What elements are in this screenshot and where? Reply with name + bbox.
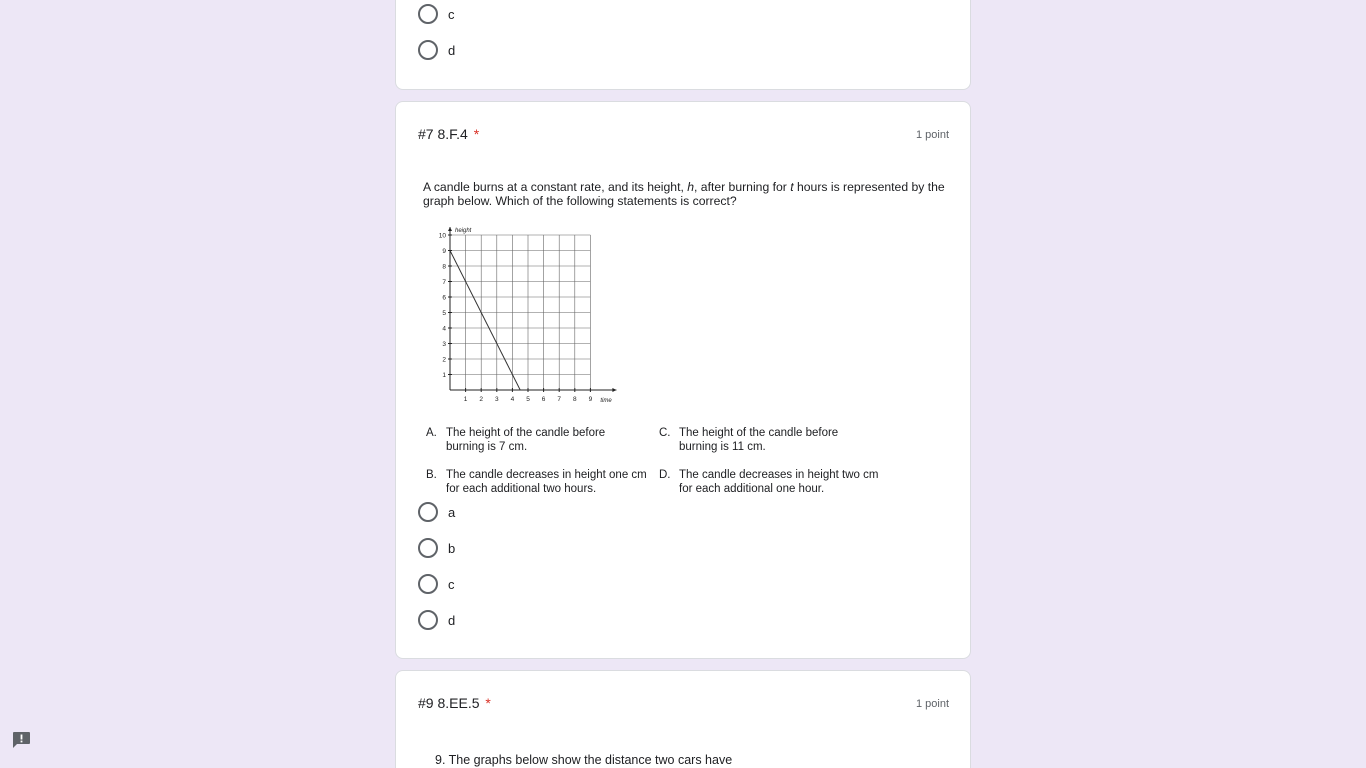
question-title-text: #9 8.EE.5: [418, 695, 480, 711]
x-tick-label: 9: [588, 396, 593, 403]
radio-circle[interactable]: [418, 610, 438, 630]
option-label: b: [448, 540, 456, 556]
y-tick-label: 9: [442, 248, 446, 255]
answer-text: The height of the candle before burning is 11 cm.: [679, 427, 839, 453]
answer-choice-b: [426, 468, 648, 496]
answer-choice-a: [426, 426, 646, 454]
y-tick-label: 2: [442, 356, 446, 364]
prompt-part: , after burning for: [694, 180, 791, 194]
x-axis-label: time: [600, 398, 612, 404]
x-axis-arrow: [612, 388, 616, 392]
x-tick-label: 3: [494, 396, 499, 403]
x-tick-label: 5: [526, 396, 530, 403]
radio-circle[interactable]: [418, 4, 438, 24]
y-tick-label: 7: [442, 279, 446, 286]
answer-choice-c: [659, 426, 874, 454]
y-tick-label: 10: [438, 232, 446, 240]
radio-circle[interactable]: [418, 574, 438, 594]
prompt-var-h: h: [687, 180, 695, 194]
answer-text: The height of the candle before burning is 7 cm.: [446, 427, 606, 453]
question-points: 1 point: [915, 698, 949, 710]
question-prompt: 9. The graphs below show the distance two cars have: [435, 753, 733, 767]
answer-letter: A.: [426, 427, 437, 439]
question-card-q9: [395, 670, 971, 768]
y-tick-label: 1: [442, 372, 446, 379]
option-label: c: [448, 576, 455, 592]
option-label: d: [448, 42, 456, 58]
radio-circle[interactable]: [418, 538, 438, 558]
question-points: 1 point: [915, 129, 949, 141]
y-tick-label: 4: [442, 325, 446, 333]
answer-letter: C.: [659, 427, 671, 439]
answer-letter: D.: [659, 469, 671, 481]
question-card-q7: [395, 101, 971, 659]
prompt-var-t: t: [790, 180, 794, 194]
y-tick-label: 3: [442, 341, 446, 348]
x-tick-label: 2: [479, 396, 484, 403]
y-tick-label: 8: [442, 263, 446, 271]
question-image: [418, 176, 958, 496]
option-c-previous[interactable]: [418, 4, 455, 24]
feedback-icon[interactable]: [12, 731, 31, 749]
y-axis-label: height: [455, 228, 472, 234]
prompt-part: hours is represented by the graph below. Which of the following statements is correct?: [423, 180, 945, 208]
x-tick-label: 6: [541, 396, 546, 403]
x-tick-label: 1: [463, 396, 468, 403]
option-label: c: [448, 6, 455, 22]
option-b[interactable]: [418, 538, 455, 558]
question-prompt: [423, 180, 953, 208]
answer-text: The candle decreases in height one cm for each additional two hours.: [446, 469, 647, 495]
question-title-text: #7 8.F.4: [418, 126, 468, 142]
option-d-previous[interactable]: [418, 40, 455, 60]
answer-text: The candle decreases in height two cm for each additional one hour.: [679, 469, 879, 495]
radio-circle[interactable]: [418, 502, 438, 522]
answer-letter: B.: [426, 469, 437, 481]
option-c[interactable]: [418, 574, 455, 594]
option-label: a: [448, 504, 456, 520]
option-a[interactable]: [418, 502, 455, 522]
option-d[interactable]: [418, 610, 455, 630]
answer-choice-d: [659, 468, 881, 496]
question-title: [418, 695, 491, 711]
radio-circle[interactable]: [418, 40, 438, 60]
required-asterisk: *: [473, 126, 480, 142]
question-title: [418, 126, 479, 142]
y-tick-label: 6: [442, 294, 446, 302]
x-tick-label: 8: [572, 396, 577, 403]
y-tick-label: 5: [442, 310, 446, 317]
required-asterisk: *: [485, 695, 491, 711]
candle-graph: [432, 220, 632, 410]
question-card-previous: [395, 0, 971, 90]
x-tick-label: 4: [510, 396, 515, 403]
x-tick-label: 7: [557, 396, 562, 403]
prompt-part: A candle burns at a constant rate, and its height,: [423, 180, 688, 194]
series-line: [450, 251, 520, 391]
option-label: d: [448, 612, 456, 628]
y-axis-arrow: [448, 227, 452, 231]
